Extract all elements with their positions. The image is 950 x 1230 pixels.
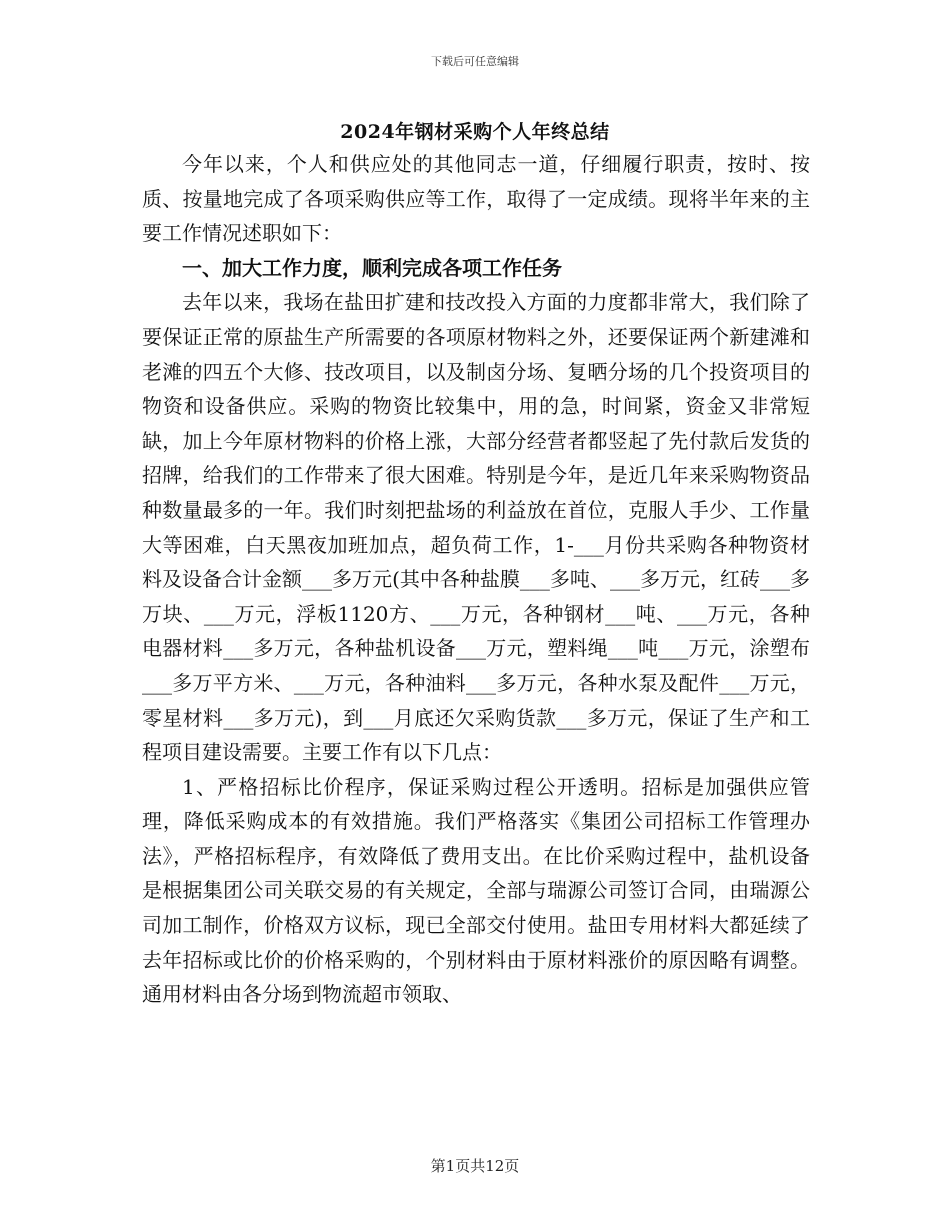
intro-paragraph: 今年以来，个人和供应处的其他同志一道，仔细履行职责，按时、按质、按量地完成了各项采购供应等工作，取得了一定成绩。现将半年来的主要工作情况述职如下： [142, 152, 810, 246]
body-paragraph: 1、严格招标比价程序，保证采购过程公开透明。招标是加强供应管理，降低采购成本的有效措施。我们严格落实《集团公司招标工作管理办法》，严格招标程序，有效降低了费用支出。在比价采购过程中，盐机设备是根据集团公司关联交易的有关规定，全部与瑞源公司签订合同，由瑞源公司加工制作，价格双方议标，现已全部交付使用。盐田专用材料大都延续了去年招标或比价的价格采购的，个别材料由于原材料涨价的原因略有调整。通用材料由各分场到物流超市领取、 [142, 774, 810, 1007]
section-heading: 一、加大工作力度，顺利完成各项工作任务 [182, 255, 562, 280]
document-body [142, 147, 810, 1012]
document-title: 2024年钢材采购个人年终总结 [340, 121, 610, 143]
header-note: 下载后可任意编辑 [431, 55, 519, 68]
page-footer: 第1页共12页 [430, 1157, 520, 1175]
body-paragraph: 去年以来，我场在盐田扩建和技改投入方面的力度都非常大，我们除了要保证正常的原盐生产所需要的各项原材物料之外，还要保证两个新建滩和老滩的四五个大修、技改项目，以及制卤分场、复晒分场的几个投资项目的物资和设备供应。采购的物资比较集中，用的急，时间紧，资金又非常短缺，加上今年原材物料的价格上涨，大部分经营者都竖起了先付款后发货的招牌，给我们的工作带来了很大困难。特别是今年，是近几年来采购物资品种数量最多的一年。我们时刻把盐场的利益放在首位，克服人手少、工作量大等困难，白天黑夜加班加点，超负荷工作，1-___月份共采购各种物资材料及设备合计金额___多万元(其中各种盐膜___多吨、___多万元，红砖___多万块、___万元，浮板1120方、___万元，各种钢材___吨、___万元，各种电器材料___多万元，各种盐机设备___万元，塑料绳___吨___万元，涂塑布___多万平方米、___万元，各种油料___多万元，各种水泵及配件___万元，零星材料___多万元)，到___月底还欠采购货款___多万元，保证了生产和工程项目建设需要。主要工作有以下几点： [142, 290, 810, 765]
